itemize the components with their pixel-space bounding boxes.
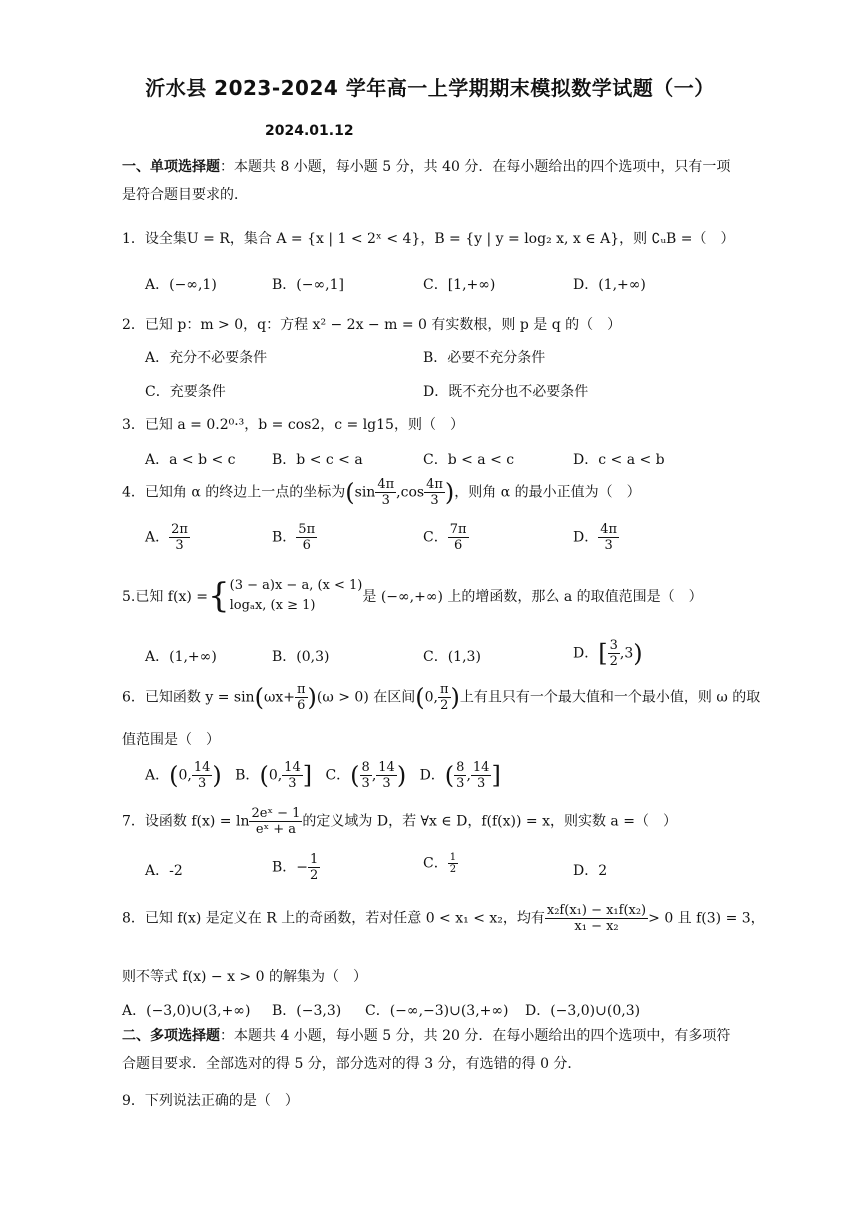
q6-stem-line2: 值范围是（ ） bbox=[122, 732, 220, 748]
q6-stem: 6．已知函数 y = sin(ωx+ $\frac{\pi}{6}$ )(ω > 0) 在区间(0, $\frac{\pi}{2}$ )上有且只有一个最大值和一个最小值，则 ω 的取 bbox=[122, 682, 761, 713]
q1-option-c: C．[1,+∞) bbox=[423, 277, 496, 293]
q4-stem: 4．已知角 α 的终边上一点的坐标为(sin $\frac{4\pi}{3}$ ,cos $\frac{4\pi}{3}$ )，则角 α 的最小正值为（ ） bbox=[122, 477, 641, 508]
section1-heading: 一、单项选择题 bbox=[122, 159, 220, 175]
q5-case1: (3 − a)x − a, (x < 1) bbox=[229, 578, 363, 593]
q1-option-a: A．(−∞,1) bbox=[145, 277, 217, 293]
section1-line2: 是符合题目要求的． bbox=[122, 187, 248, 203]
q3-option-b: B．b < c < a bbox=[272, 452, 363, 468]
q5-option-b: B．(0,3) bbox=[272, 649, 330, 665]
q2-option-d: D．既不充分也不必要条件 bbox=[423, 384, 589, 400]
q1-option-d: D．(1,+∞) bbox=[573, 277, 646, 293]
q8-stem-line2: 则不等式 f(x) − x > 0 的解集为（ ） bbox=[122, 969, 367, 985]
q3-option-a: A．a < b < c bbox=[145, 452, 236, 468]
q2-option-c: C．充要条件 bbox=[145, 384, 226, 400]
q5-option-c: C．(1,3) bbox=[423, 649, 481, 665]
page-title: 沂水县 2023-2024 学年高一上学期期末模拟数学试题（一） bbox=[145, 76, 715, 100]
q1-stem: 1．设全集U = R，集合 A = {x | 1 < 2ˣ < 4}，B = {y | y = log₂ x, x ∈ A}，则 ∁ᵤB =（ ） bbox=[122, 231, 735, 247]
q8-option-d: D．(−3,0)∪(0,3) bbox=[525, 1003, 641, 1019]
q2-option-a: A．充分不必要条件 bbox=[145, 350, 268, 366]
q7-option-d: D．2 bbox=[573, 863, 608, 879]
q4-option-d: D． $\frac{4\pi}{3}$ bbox=[573, 522, 618, 553]
q7-option-c: C． $\frac{1}{2}$ bbox=[423, 852, 457, 875]
section2-heading: 二、多项选择题 bbox=[122, 1028, 220, 1044]
q7-option-a: A．-2 bbox=[145, 863, 183, 879]
q3-stem: 3．已知 a = 0.2⁰·³，b = cos2，c = lg15，则（ ） bbox=[122, 417, 464, 433]
q7-option-b: B．− $\frac{1}{2}$ bbox=[272, 852, 319, 883]
q8-option-b: B．(−3,3) bbox=[272, 1003, 342, 1019]
q7-stem: 7．设函数 f(x) = ln $\frac{\text{2eˣ − 1}}{\text{eˣ + a}}$ 的定义域为 D，若 ∀x ∈ D，f(f(x)) = x，则实数 a =（ ） bbox=[122, 806, 677, 837]
q2-stem: 2．已知 p：m > 0，q：方程 x² − 2x − m = 0 有实数根，则 p 是 q 的（ ） bbox=[122, 317, 622, 333]
q1-option-b: B．(−∞,1] bbox=[272, 277, 344, 293]
q8-option-c: C．(−∞,−3)∪(3,+∞) bbox=[365, 1003, 509, 1019]
section1-line1 bbox=[122, 153, 730, 181]
q5-stem: 5.已知 f(x) ={ (3 − a)x − a, (x < 1) logₐx, (x ≥ 1) 是 (−∞,+∞) 上的增函数，那么 a 的取值范围是（ ） bbox=[122, 576, 703, 616]
q9-stem: 9．下列说法正确的是（ ） bbox=[122, 1093, 299, 1109]
q8-stem: 8．已知 f(x) 是定义在 R 上的奇函数，若对任意 0 < x₁ < x₂，均有 $\frac{\text{x₂f(x₁) − x₁f(x₂)}}{\text{x₁ − x₂}}$ > 0 且 f(3) = 3， bbox=[122, 903, 765, 934]
q2-option-b: B．必要不充分条件 bbox=[423, 350, 546, 366]
q6-options: A．(0, $\frac{14}{3}$ ) B．(0, $\frac{14}{3}$ ] C．( $\frac{8}{3}$ , $\frac{14}{3}$ ) D．( $\frac{8}{3}$ , $\frac{14}{3}$ ] bbox=[145, 760, 501, 791]
q5-case2: logₐx, (x ≥ 1) bbox=[229, 598, 316, 613]
q3-option-c: C．b < a < c bbox=[423, 452, 515, 468]
q4-option-a: A． $\frac{2\pi}{3}$ bbox=[145, 522, 188, 553]
q4-option-c: C． $\frac{7\pi}{6}$ bbox=[423, 522, 467, 553]
q3-option-d: D．c < a < b bbox=[573, 452, 665, 468]
q8-option-a: A．(−3,0)∪(3,+∞) bbox=[122, 1003, 251, 1019]
section2-line1 bbox=[122, 1022, 730, 1050]
q4-stem-start: 4．已知角 α 的终边上一点的坐标为 bbox=[122, 484, 346, 501]
section1-text: ：本题共 8 小题，每小题 5 分，共 40 分．在每小题给出的四个选项中，只有一项 bbox=[220, 159, 731, 175]
q4-stem-end: ，则角 α 的最小正值为（ ） bbox=[454, 484, 641, 501]
section2-line2: 合题目要求．全部选对的得 5 分，部分选对的得 3 分，有选错的得 0 分． bbox=[122, 1056, 582, 1072]
q5-option-d: D．[ $\frac{3}{2}$ ,3) bbox=[573, 638, 643, 669]
exam-date: 2024.01.12 bbox=[265, 123, 354, 139]
q4-option-b: B． $\frac{5\pi}{6}$ bbox=[272, 522, 316, 553]
q5-option-a: A．(1,+∞) bbox=[145, 649, 217, 665]
section2-text: ：本题共 4 小题，每小题 5 分，共 20 分．在每小题给出的四个选项中，有多项符 bbox=[220, 1028, 731, 1044]
